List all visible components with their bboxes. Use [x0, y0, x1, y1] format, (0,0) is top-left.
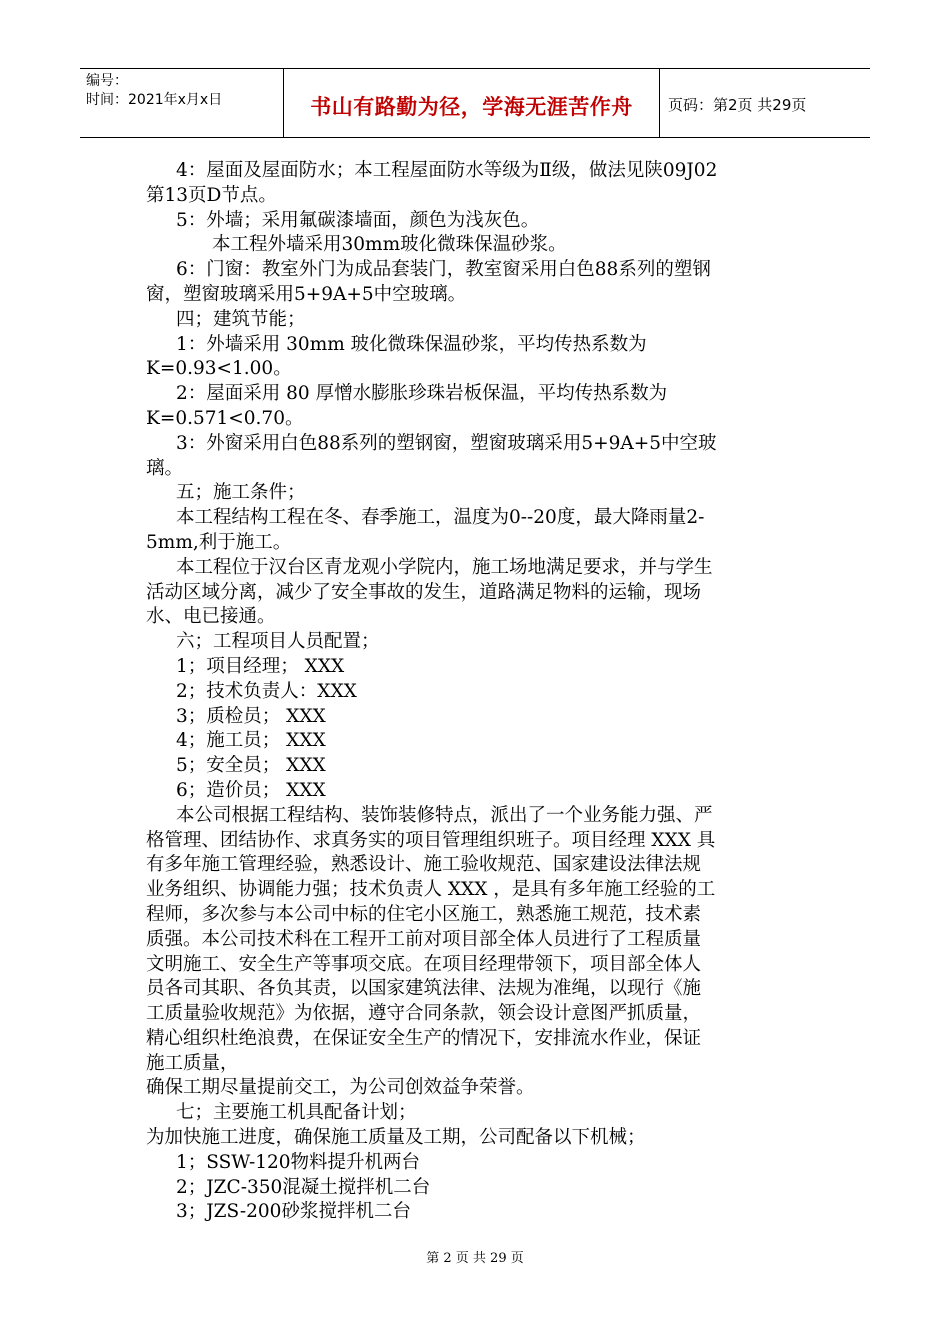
page-footer: 第 2 页 共 29 页	[426, 1251, 524, 1266]
paragraph-line: 本工程外墙采用30mm玻化微珠保温砂浆。	[212, 234, 567, 256]
paragraph-line: K=0.571<0.70。	[146, 407, 304, 429]
paragraph-line: 格管理、团结协作、求真务实的项目管理组织班子。项目经理 XXX 具	[146, 829, 716, 851]
paragraph-line: 2；JZC-350混凝土搅拌机二台	[176, 1176, 431, 1198]
paragraph-line: 施工质量，	[146, 1052, 239, 1074]
paragraph-line: 员各司其职、各负其责，以国家建筑法律、法规为准绳，以现行《施	[146, 978, 702, 1000]
paragraph-line: 第13页D节点。	[146, 184, 277, 206]
motto: 书山有路勤为径，学海无涯苦作舟	[310, 95, 633, 119]
paragraph-line: 四；建筑节能；	[176, 308, 306, 330]
header-page-cell	[660, 69, 870, 137]
paragraph-line: 精心组织杜绝浪费，在保证安全生产的情况下，安排流水作业，保证	[146, 1027, 702, 1049]
paragraph-line: 4：屋面及屋面防水；本工程屋面防水等级为Ⅱ级，做法见陕09J02	[176, 160, 718, 181]
paragraph-line: 业务组织、协调能力强；技术负责人 XXX ，是具有多年施工经验的工	[146, 879, 716, 901]
paragraph-line: 3；JZS-200砂浆搅拌机二台	[176, 1201, 411, 1223]
paragraph-line: 有多年施工管理经验，熟悉设计、施工验收规范、国家建设法律法规	[146, 854, 702, 876]
paragraph-line: 本公司根据工程结构、装饰装修特点，派出了一个业务能力强、严	[176, 804, 713, 826]
paragraph-line: 3：外窗采用白色88系列的塑钢窗，塑窗玻璃采用5+9A+5中空玻	[176, 432, 717, 454]
page-info: 页码：第2页 共29页	[668, 96, 807, 114]
paragraph-line: 本工程位于汉台区青龙观小学院内，施工场地满足要求，并与学生	[176, 556, 713, 578]
date-line: 时间：2021年x月x日	[86, 92, 223, 108]
paragraph-line: 5；安全员； XXX	[176, 755, 326, 777]
paragraph-line: 5：外墙；采用氟碳漆墙面，颜色为浅灰色。	[176, 209, 540, 231]
paragraph-line: 七；主要施工机具配备计划；	[176, 1102, 417, 1124]
paragraph-line: 工质量验收规范》为依据，遵守合同条款，领会设计意图严抓质量，	[146, 1003, 702, 1025]
header-meta-cell	[80, 69, 284, 137]
paragraph-line: 1；SSW-120物料提升机两台	[176, 1151, 421, 1173]
paragraph-line: 确保工期尽量提前交工，为公司创效益争荣誉。	[146, 1077, 535, 1099]
header-motto-cell	[284, 69, 660, 137]
paragraph-line: 4；施工员； XXX	[176, 730, 326, 752]
paragraph-line: 五；施工条件；	[176, 482, 306, 504]
paragraph-line: 文明施工、安全生产等事项交底。在项目经理带领下，项目部全体人	[146, 953, 702, 975]
paragraph-line: 6：门窗：教室外门为成品套装门，教室窗采用白色88系列的塑钢	[176, 259, 711, 281]
document-body	[146, 159, 808, 1225]
paragraph-line: 六；工程项目人员配置；	[176, 631, 380, 653]
paragraph-line: 水、电已接通。	[146, 606, 276, 628]
paragraph-line: K=0.93<1.00。	[146, 358, 292, 380]
page-header	[80, 68, 870, 138]
paragraph-line: 2；技术负责人：XXX	[176, 680, 357, 702]
paragraph-line: 璃。	[146, 457, 184, 479]
doc-number-label: 编号：	[86, 73, 128, 89]
paragraph-line: 质强。本公司技术科在工程开工前对项目部全体人员进行了工程质量	[146, 928, 702, 950]
paragraph-line: 1；项目经理； XXX	[176, 655, 345, 677]
paragraph-line: 6；造价员； XXX	[176, 779, 326, 801]
paragraph-line: 5mm,利于施工。	[146, 531, 292, 553]
paragraph-line: 1：外墙采用 30mm 玻化微珠保温砂浆，平均传热系数为	[176, 333, 647, 355]
paragraph-line: 程师，多次参与本公司中标的住宅小区施工，熟悉施工规范，技术素	[146, 903, 702, 925]
paragraph-line: 2：屋面采用 80 厚憎水膨胀珍珠岩板保温，平均传热系数为	[176, 383, 668, 405]
paragraph-line: 为加快施工进度，确保施工质量及工期，公司配备以下机械；	[146, 1127, 646, 1149]
paragraph-line: 3；质检员； XXX	[176, 705, 326, 727]
paragraph-line: 本工程结构工程在冬、春季施工，温度为0--20度，最大降雨量2-	[176, 507, 705, 529]
paragraph-line: 窗，塑窗玻璃采用5+9A+5中空玻璃。	[146, 283, 467, 305]
paragraph-line: 活动区域分离，减少了安全事故的发生，道路满足物料的运输，现场	[146, 581, 702, 603]
